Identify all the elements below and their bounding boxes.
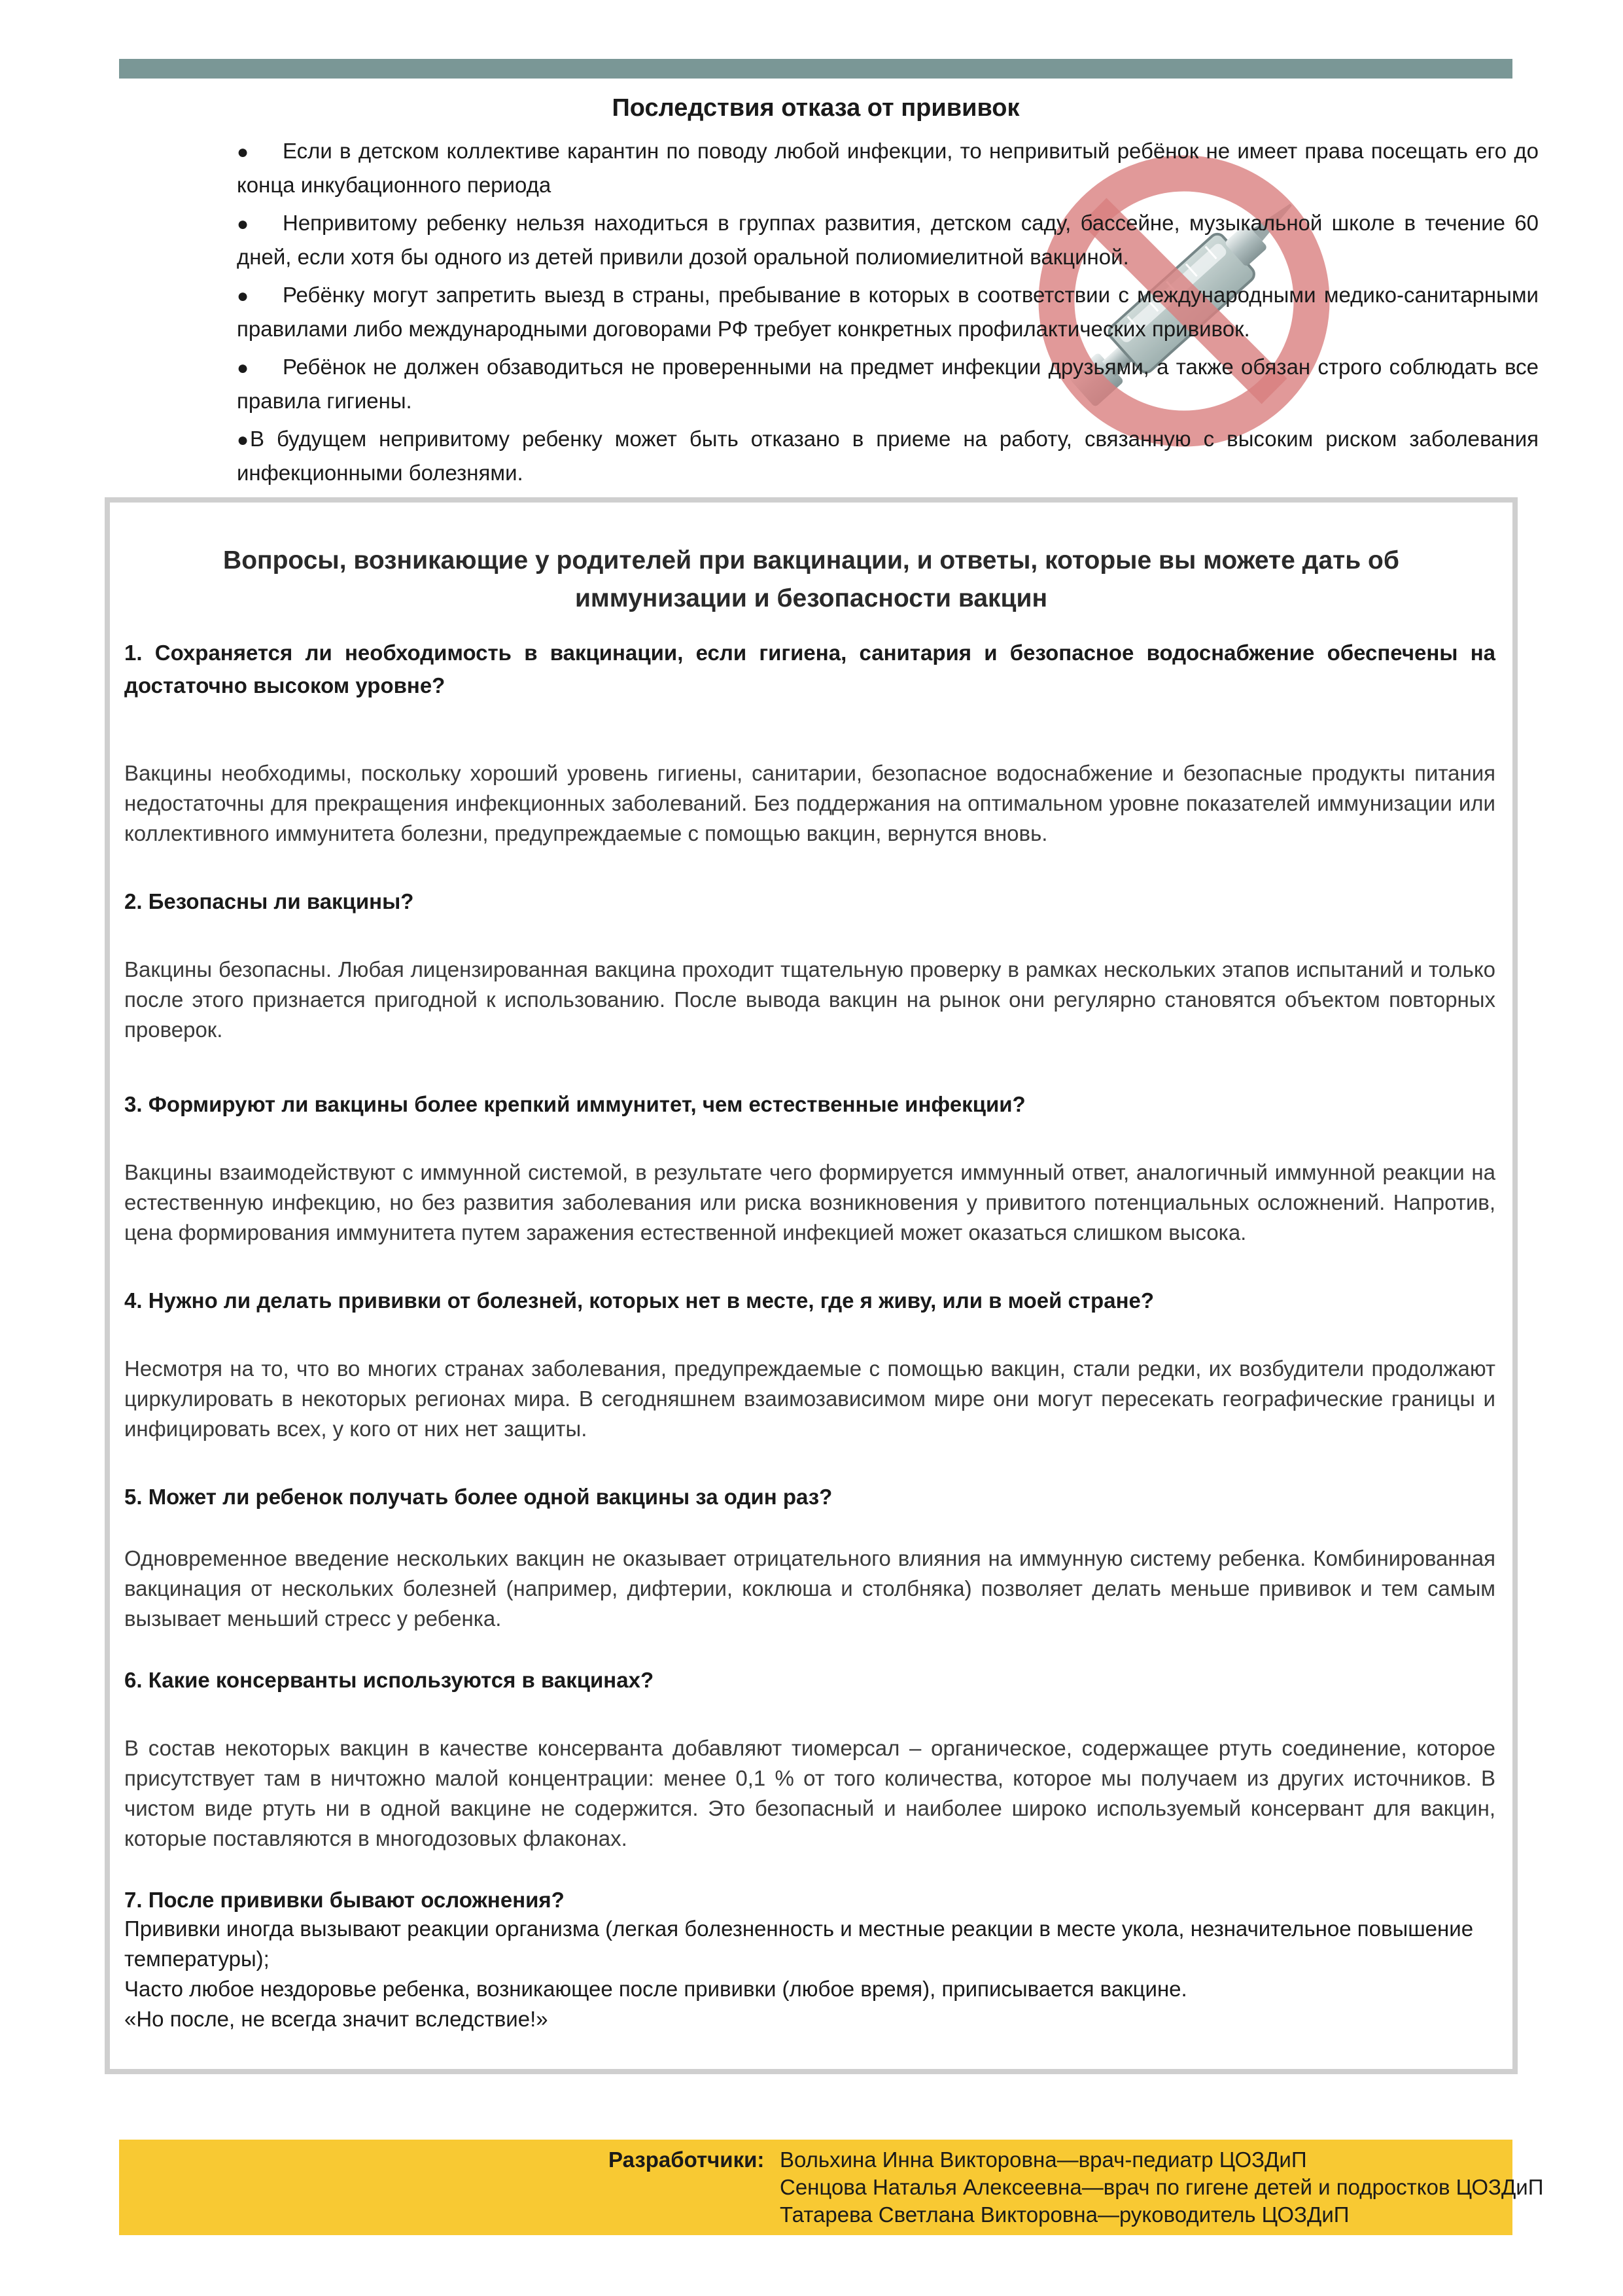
- top-decorative-bar: [119, 59, 1512, 79]
- faq-answer-line: «Но после, не всегда значит вследствие!»: [124, 2007, 548, 2031]
- faq-question: 7. После прививки бывают осложнения?: [124, 1888, 565, 1912]
- faq-item-5: [124, 1481, 1495, 1634]
- list-item: ●В будущем непривитому ребенку может быть отказано в приеме на работу, связанную с высоким риском заболевания инфекционными болезнями.: [237, 427, 1539, 485]
- faq-question: 1. Сохраняется ли необходимость в вакцинации, если гигиена, санитария и безопасное водоснабжение обеспечены на достаточно высоком уровне?: [124, 641, 1495, 698]
- consequences-title: Последствия отказа от прививок: [612, 94, 1020, 122]
- faq-answer: Одновременное введение нескольких вакцин не оказывает отрицательного влияния на иммунную систему ребенка. Комбинированная вакцинация от нескольких болезней (например, дифтерии, коклюша и столбняка) позволяет делать меньше прививок и тем самым вызывает меньший стресс у ребенка.: [124, 1546, 1495, 1631]
- faq-item-1: [124, 637, 1495, 849]
- developers-footer: [119, 2140, 1544, 2235]
- faq-item-7: [124, 1886, 1495, 2034]
- faq-item-2: [124, 885, 1495, 1045]
- developer-line: Сенцова Наталья Алексеевна—врач по гигене детей и подростков ЦОЗДиП: [780, 2175, 1544, 2199]
- list-item: ● Ребёнок не должен обзаводиться не проверенными на предмет инфекции друзьями, а также обязан строго соблюдать все правила гигиены.: [237, 355, 1539, 413]
- developers-label: Разработчики:: [608, 2147, 765, 2172]
- consequences-section: [119, 92, 1539, 485]
- faq-answer: Несмотря на то, что во многих странах заболевания, предупреждаемые с помощью вакцин, стали редки, их возбудители продолжают циркулировать в некоторых регионах мира. В сегодняшнем взаимозависимом мире они могут пересекать географические границы и инфицировать всех, у кого от них нет защиты.: [124, 1356, 1495, 1441]
- faq-answer-line: Прививки иногда вызывают реакции организма (легкая болезненность и местные реакции в месте укола, незначительное повышение температуры);: [124, 1916, 1474, 1971]
- faq-title: Вопросы, возникающие у родителей при вакцинации, и ответы, которые вы можете дать об иммунизации и безопасности вакцин: [223, 546, 1399, 612]
- faq-question: 5. Может ли ребенок получать более одной вакцины за один раз?: [124, 1485, 833, 1509]
- faq-question: 4. Нужно ли делать прививки от болезней, которых нет в месте, где я живу, или в моей стране?: [124, 1288, 1155, 1313]
- faq-question: 3. Формируют ли вакцины более крепкий иммунитет, чем естественные инфекции?: [124, 1092, 1026, 1116]
- faq-item-3: [124, 1088, 1495, 1248]
- faq-item-4: [124, 1284, 1495, 1444]
- consequences-list: [237, 135, 1539, 495]
- faq-answer: Вакцины необходимы, поскольку хороший уровень гигиены, санитарии, безопасное водоснабжение и безопасные продукты питания недостаточны для прекращения инфекционных заболеваний. Без поддержания на оптимальном уровне показателей иммунизации или коллективного иммунитета болезни, предупреждаемые с помощью вакцин, вернутся вновь.: [124, 761, 1495, 845]
- faq-answer: Вакцины взаимодействуют с иммунной системой, в результате чего формируется иммунный ответ, аналогичный иммунной реакции на естественную инфекцию, но без развития заболевания или риска возникновения у привитого потенциальных осложнений. Напротив, цена формирования иммунитета путем заражения естественной инфекцией может оказаться слишком высока.: [124, 1160, 1495, 1245]
- developer-line: Вольхина Инна Викторовна—врач-педиатр ЦОЗДиП: [780, 2147, 1307, 2172]
- developer-line: Татарева Светлана Викторовна—руководитель ЦОЗДиП: [780, 2202, 1350, 2227]
- faq-item-6: [124, 1664, 1495, 1854]
- faq-question: 6. Какие консерванты используются в вакцинах?: [124, 1668, 654, 1692]
- faq-question: 2. Безопасны ли вакцины?: [124, 889, 414, 913]
- list-item: ● Ребёнку могут запретить выезд в страны, пребывание в которых в соответствии с международными медико-санитарными правилами либо международными договорами РФ требует конкретных профилактических прививок.: [237, 283, 1539, 341]
- faq-answer: В состав некоторых вакцин в качестве консерванта добавляют тиомерсал – органическое, содержащее ртуть соединение, которое присутствует там в ничтожно малой концентрации: менее 0,1 % от того количества, которое мы получаем из других источников. В чистом виде ртуть ни в одной вакцине не содержится. Это безопасный и наиболее широко используемый консервант для вакцин, которые поставляются в многодозовых флаконах.: [124, 1736, 1495, 1850]
- faq-answer-line: Часто любое нездоровье ребенка, возникающее после прививки (любое время), приписывается вакцине.: [124, 1977, 1187, 2001]
- list-item: ● Если в детском коллективе карантин по поводу любой инфекции, то непривитый ребёнок не имеет права посещать его до конца инкубационного периода: [237, 139, 1539, 197]
- developers-list: [780, 2146, 1543, 2229]
- faq-answer: Вакцины безопасны. Любая лицензированная вакцина проходит тщательную проверку в рамках нескольких этапов испытаний и только после этого признается пригодной к использованию. После вывода вакцин на рынок они регулярно становятся объектом повторных проверок.: [124, 957, 1495, 1042]
- faq-box: [105, 497, 1518, 2074]
- list-item: ● Непривитому ребенку нельзя находиться в группах развития, детском саду, бассейне, музыкальной школе в течение 60 дней, если хотя бы одного из детей привили дозой оральной полиомиелитной вакциной.: [237, 211, 1539, 269]
